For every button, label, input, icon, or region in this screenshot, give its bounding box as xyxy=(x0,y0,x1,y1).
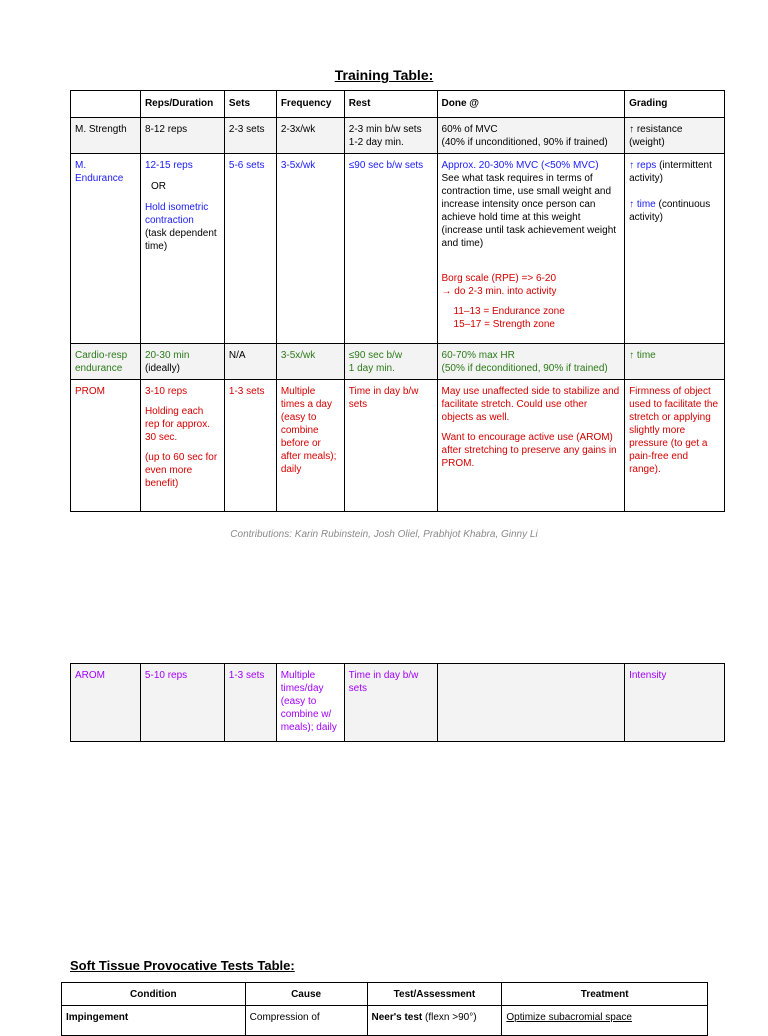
header-frequency: Frequency xyxy=(280,98,332,109)
strength-zone: 15–17 = Strength zone xyxy=(453,319,555,330)
test-neers-detail: (flexn >90°) xyxy=(422,1012,477,1023)
header-treatment: Treatment xyxy=(580,989,629,1000)
header-sets: Sets xyxy=(228,98,251,109)
contributions-note: Contributions: Karin Rubinstein, Josh Oliel, Prabhjot Khabra, Ginny Li xyxy=(230,529,538,540)
row-prom xyxy=(71,380,725,512)
endurance-grade-time-note: (continuous activity) xyxy=(629,199,711,223)
row-endurance xyxy=(71,154,725,344)
endurance-task-time: (task dependent time) xyxy=(144,228,217,252)
row-arom xyxy=(71,664,725,742)
cardio-rest-days: 1 day min. xyxy=(348,363,395,374)
endurance-isometric: Hold isometric contraction xyxy=(144,202,209,226)
cardio-done-note: (50% if deconditioned, 90% if trained) xyxy=(441,363,608,374)
prom-rest: Time in day b/w sets xyxy=(348,386,419,410)
arom-name: AROM xyxy=(75,670,105,681)
cardio-sets: N/A xyxy=(228,350,246,361)
training-table xyxy=(70,90,725,512)
cause-compression: Compression of xyxy=(249,1012,320,1023)
arom-grade: Intensity xyxy=(629,670,667,681)
soft-tissue-title: Soft Tissue Provocative Tests Table: xyxy=(70,958,295,973)
prom-extended-hold: (up to 60 sec for even more benefit) xyxy=(144,452,218,489)
strength-rest-days: 1-2 day min. xyxy=(348,137,404,148)
endurance-grade-reps-note: (intermittent activity) xyxy=(629,160,712,184)
test-neers: Neer's test xyxy=(371,1012,423,1023)
prom-done-stabilize: May use unaffected side to stabilize and facilitate stretch. Could use other objects as well. xyxy=(441,386,620,423)
prom-frequency: Multiple times a day (easy to combine before or after meals); daily xyxy=(280,386,337,475)
endurance-sets: 5-6 sets xyxy=(228,160,265,171)
arom-sets: 1-3 sets xyxy=(228,670,265,681)
arom-done xyxy=(438,664,625,673)
prom-sets: 1-3 sets xyxy=(228,386,265,397)
prom-done-arom: Want to encourage active use (AROM) after stretching to preserve any gains in PROM. xyxy=(441,432,617,469)
prom-name: PROM xyxy=(75,386,105,397)
condition-impingement: Impingement xyxy=(66,1012,129,1023)
endurance-grade-reps: ↑ reps xyxy=(629,160,657,171)
prom-hold: Holding each rep for approx. 30 sec. xyxy=(144,406,210,443)
cardio-grade: ↑ time xyxy=(629,350,656,361)
soft-tissue-header-row xyxy=(62,983,708,1006)
endurance-grade-time: ↑ time xyxy=(629,199,656,210)
strength-frequency: 2-3x/wk xyxy=(280,124,316,135)
cardio-name: Cardio-resp endurance xyxy=(75,350,128,374)
arom-table xyxy=(70,663,725,742)
soft-tissue-row xyxy=(62,1006,708,1036)
endurance-borg-scale: Borg scale (RPE) => 6-20 xyxy=(441,273,557,284)
row-cardio xyxy=(71,344,725,380)
header-cause: Cause xyxy=(291,989,322,1000)
strength-done-note: (40% if unconditioned, 90% if trained) xyxy=(441,137,608,148)
endurance-borg-activity: → do 2-3 min. into activity xyxy=(441,286,557,297)
endurance-or: OR xyxy=(150,181,166,192)
arom-frequency: Multiple times/day (easy to combine w/ meals); daily xyxy=(280,670,337,733)
header-reps: Reps/Duration xyxy=(144,98,214,109)
strength-grade-resistance: ↑ resistance xyxy=(629,124,683,135)
arom-rest: Time in day b/w sets xyxy=(348,670,419,694)
endurance-done-description: See what task requires in terms of contraction time, use small weight and increase intensity once person can achieve hold time at this weight (increase until task achievement weight and time) xyxy=(441,173,617,249)
header-grading: Grading xyxy=(629,98,668,109)
header-done: Done @ xyxy=(441,98,480,109)
cardio-done-hr: 60-70% max HR xyxy=(441,350,515,361)
cardio-ideally: (ideally) xyxy=(144,363,180,374)
treatment-subacromial: Optimize subacromial space xyxy=(506,1012,632,1023)
endurance-reps: 12-15 reps xyxy=(144,160,193,171)
header-test: Test/Assessment xyxy=(393,989,476,1000)
header-empty xyxy=(71,91,140,101)
prom-reps: 3-10 reps xyxy=(144,386,188,397)
header-condition: Condition xyxy=(130,989,177,1000)
strength-name: M. Strength xyxy=(75,124,127,135)
endurance-done-mvc: Approx. 20-30% MVC (<50% MVC) xyxy=(441,160,599,171)
endurance-name: M. Endurance xyxy=(75,160,124,184)
cardio-frequency: 3-5x/wk xyxy=(280,350,316,361)
training-header-row xyxy=(71,91,725,118)
cardio-rest-sets: ≤90 sec b/w xyxy=(348,350,403,361)
strength-done-mvc: 60% of MVC xyxy=(441,124,498,135)
strength-rest-sets: 2-3 min b/w sets xyxy=(348,124,422,135)
strength-reps: 8-12 reps xyxy=(144,124,188,135)
endurance-zone: 11–13 = Endurance zone xyxy=(453,306,565,317)
soft-tissue-table xyxy=(61,982,708,1036)
prom-grade: Firmness of object used to facilitate the stretch or applying slightly more pressure (to get a pain-free end range). xyxy=(629,386,719,475)
row-strength xyxy=(71,118,725,154)
strength-sets: 2-3 sets xyxy=(228,124,265,135)
endurance-rest: ≤90 sec b/w sets xyxy=(348,160,424,171)
arom-reps: 5-10 reps xyxy=(144,670,188,681)
cardio-duration: 20-30 min xyxy=(144,350,190,361)
header-rest: Rest xyxy=(348,98,371,109)
strength-grade-weight: (weight) xyxy=(629,137,665,148)
training-table-title: Training Table: xyxy=(334,67,434,83)
endurance-frequency: 3-5x/wk xyxy=(280,160,316,171)
